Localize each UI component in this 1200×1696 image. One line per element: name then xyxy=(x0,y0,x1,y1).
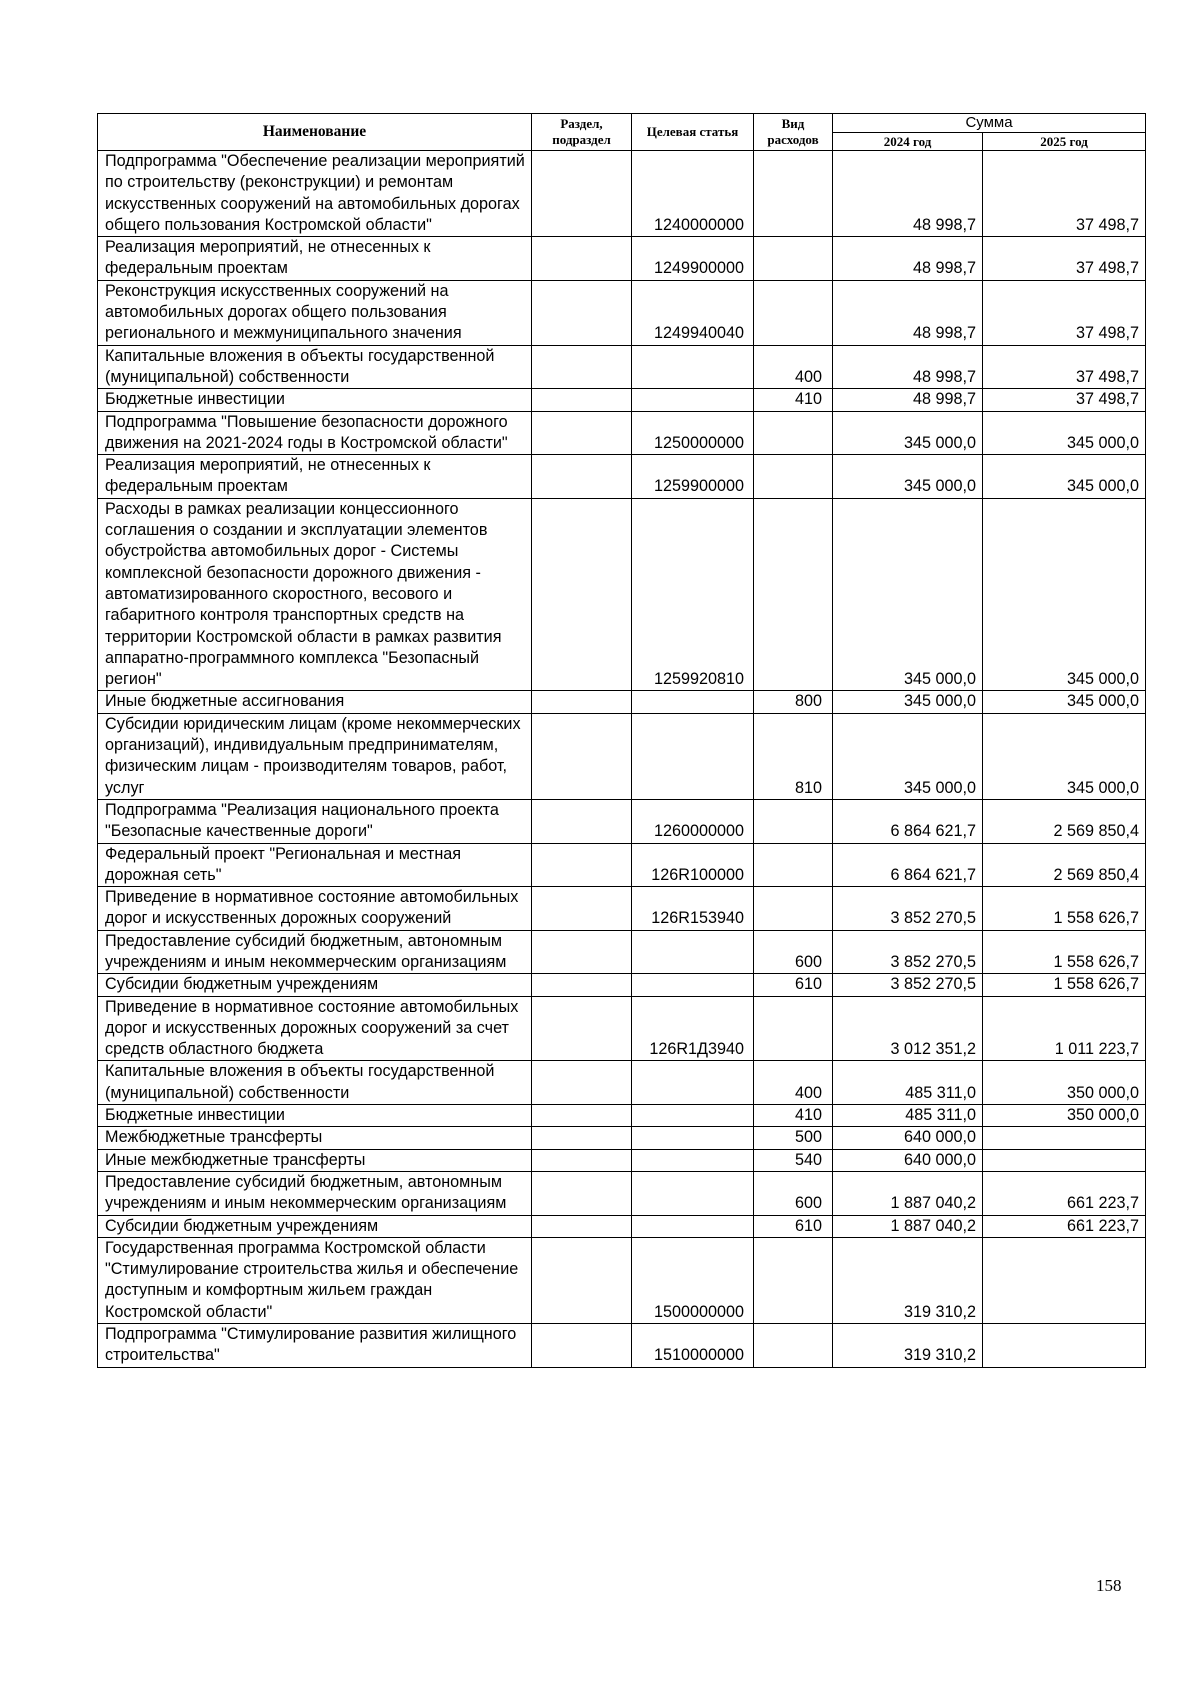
cell-name: Межбюджетные трансферты xyxy=(98,1127,532,1149)
cell-razdel xyxy=(532,280,632,345)
table-row xyxy=(98,930,1146,974)
cell-sum-2024: 640 000,0 xyxy=(833,1127,983,1149)
cell-celevaya xyxy=(632,691,754,713)
cell-razdel xyxy=(532,799,632,843)
cell-name: Реализация мероприятий, не отнесенных к федеральным проектам xyxy=(98,455,532,499)
cell-razdel xyxy=(532,974,632,996)
cell-sum-2024: 3 852 270,5 xyxy=(833,930,983,974)
cell-name: Бюджетные инвестиции xyxy=(98,389,532,411)
cell-sum-2025: 350 000,0 xyxy=(983,1105,1146,1127)
cell-sum-2025 xyxy=(983,1127,1146,1149)
table-row xyxy=(98,498,1146,691)
cell-celevaya xyxy=(632,974,754,996)
header-summa: Сумма xyxy=(833,114,1146,133)
cell-razdel xyxy=(532,345,632,389)
table-row xyxy=(98,974,1146,996)
cell-sum-2024: 6 864 621,7 xyxy=(833,843,983,887)
cell-vid xyxy=(754,411,833,455)
cell-name: Предоставление субсидий бюджетным, автономным учреждениям и иным некоммерческим организациям xyxy=(98,1171,532,1215)
cell-celevaya xyxy=(632,1215,754,1237)
table-row xyxy=(98,843,1146,887)
cell-name: Подпрограмма "Стимулирование развития жилищного строительства" xyxy=(98,1324,532,1368)
header-name: Наименование xyxy=(98,114,532,151)
cell-name: Реконструкция искусственных сооружений на автомобильных дорогах общего пользования регионального и межмуниципального значения xyxy=(98,280,532,345)
cell-sum-2025: 37 498,7 xyxy=(983,237,1146,281)
cell-celevaya: 1259920810 xyxy=(632,498,754,691)
table-row xyxy=(98,887,1146,931)
cell-vid xyxy=(754,996,833,1061)
cell-sum-2025: 345 000,0 xyxy=(983,691,1146,713)
cell-vid: 400 xyxy=(754,345,833,389)
cell-razdel xyxy=(532,1171,632,1215)
cell-name: Субсидии бюджетным учреждениям xyxy=(98,1215,532,1237)
cell-sum-2025: 350 000,0 xyxy=(983,1061,1146,1105)
table-row xyxy=(98,237,1146,281)
cell-sum-2025: 345 000,0 xyxy=(983,455,1146,499)
table-row xyxy=(98,151,1146,237)
cell-celevaya: 1500000000 xyxy=(632,1237,754,1323)
cell-name: Иные межбюджетные трансферты xyxy=(98,1149,532,1171)
cell-celevaya xyxy=(632,713,754,799)
cell-celevaya: 1249900000 xyxy=(632,237,754,281)
cell-sum-2024: 485 311,0 xyxy=(833,1105,983,1127)
cell-razdel xyxy=(532,1061,632,1105)
header-celevaya: Целевая статья xyxy=(632,114,754,151)
budget-table xyxy=(97,113,1146,1368)
cell-sum-2024: 3 852 270,5 xyxy=(833,974,983,996)
cell-vid xyxy=(754,799,833,843)
cell-sum-2024: 3 012 351,2 xyxy=(833,996,983,1061)
cell-celevaya xyxy=(632,1149,754,1171)
cell-sum-2024: 1 887 040,2 xyxy=(833,1215,983,1237)
cell-razdel xyxy=(532,996,632,1061)
cell-vid: 410 xyxy=(754,389,833,411)
cell-sum-2024: 3 852 270,5 xyxy=(833,887,983,931)
cell-celevaya xyxy=(632,1127,754,1149)
header-vid: Вид расходов xyxy=(754,114,833,151)
cell-vid: 610 xyxy=(754,1215,833,1237)
cell-name: Приведение в нормативное состояние автомобильных дорог и искусственных дорожных сооружений xyxy=(98,887,532,931)
cell-name: Бюджетные инвестиции xyxy=(98,1105,532,1127)
cell-vid xyxy=(754,151,833,237)
table-row xyxy=(98,1237,1146,1323)
table-row xyxy=(98,1127,1146,1149)
cell-name: Субсидии юридическим лицам (кроме некоммерческих организаций), индивидуальным предпринимателям, физическим лицам - производителям товаров, работ, услуг xyxy=(98,713,532,799)
table-row xyxy=(98,389,1146,411)
cell-vid xyxy=(754,843,833,887)
table-row xyxy=(98,713,1146,799)
cell-vid: 600 xyxy=(754,930,833,974)
cell-celevaya: 1259900000 xyxy=(632,455,754,499)
cell-razdel xyxy=(532,691,632,713)
cell-celevaya: 1510000000 xyxy=(632,1324,754,1368)
table-body xyxy=(98,151,1146,1368)
cell-razdel xyxy=(532,1324,632,1368)
table-row xyxy=(98,280,1146,345)
cell-name: Подпрограмма "Обеспечение реализации мероприятий по строительству (реконструкции) и ремонтам искусственных сооружений на автомобильных дорогах общего пользования Костромской области" xyxy=(98,151,532,237)
page-number: 158 xyxy=(1096,1576,1122,1595)
table-row xyxy=(98,1215,1146,1237)
cell-name: Капитальные вложения в объекты государственной (муниципальной) собственности xyxy=(98,345,532,389)
cell-name: Подпрограмма "Реализация национального проекта "Безопасные качественные дороги" xyxy=(98,799,532,843)
cell-celevaya: 126R100000 xyxy=(632,843,754,887)
cell-sum-2025: 345 000,0 xyxy=(983,713,1146,799)
cell-razdel xyxy=(532,1149,632,1171)
cell-vid xyxy=(754,455,833,499)
cell-razdel xyxy=(532,1237,632,1323)
cell-name: Капитальные вложения в объекты государственной (муниципальной) собственности xyxy=(98,1061,532,1105)
cell-vid: 810 xyxy=(754,713,833,799)
cell-vid: 410 xyxy=(754,1105,833,1127)
cell-sum-2025: 1 558 626,7 xyxy=(983,887,1146,931)
cell-celevaya xyxy=(632,1105,754,1127)
cell-vid xyxy=(754,887,833,931)
cell-sum-2025: 37 498,7 xyxy=(983,151,1146,237)
header-razdel: Раздел, подраздел xyxy=(532,114,632,151)
cell-name: Расходы в рамках реализации концессионного соглашения о создании и эксплуатации элементов обустройства автомобильных дорог - Системы комплексной безопасности дорожного движения - автоматизированного скоростного, весового и габаритного контроля транспортных средств на территории Костромской области в рамках развития аппаратно-программного комплекса "Безопасный регион" xyxy=(98,498,532,691)
cell-sum-2025: 1 558 626,7 xyxy=(983,974,1146,996)
table-row xyxy=(98,799,1146,843)
cell-sum-2025: 345 000,0 xyxy=(983,411,1146,455)
table-row xyxy=(98,1324,1146,1368)
cell-vid: 800 xyxy=(754,691,833,713)
table-row xyxy=(98,1171,1146,1215)
cell-sum-2024: 48 998,7 xyxy=(833,389,983,411)
header-year-2024: 2024 год xyxy=(833,133,983,151)
cell-vid: 610 xyxy=(754,974,833,996)
cell-celevaya: 1240000000 xyxy=(632,151,754,237)
cell-razdel xyxy=(532,713,632,799)
cell-vid: 600 xyxy=(754,1171,833,1215)
cell-razdel xyxy=(532,151,632,237)
cell-sum-2025: 1 558 626,7 xyxy=(983,930,1146,974)
table-row xyxy=(98,455,1146,499)
cell-razdel xyxy=(532,455,632,499)
cell-vid: 400 xyxy=(754,1061,833,1105)
cell-sum-2024: 345 000,0 xyxy=(833,411,983,455)
cell-name: Предоставление субсидий бюджетным, автономным учреждениям и иным некоммерческим организациям xyxy=(98,930,532,974)
cell-sum-2024: 345 000,0 xyxy=(833,498,983,691)
cell-sum-2025: 1 011 223,7 xyxy=(983,996,1146,1061)
cell-celevaya: 1250000000 xyxy=(632,411,754,455)
cell-celevaya: 1260000000 xyxy=(632,799,754,843)
cell-sum-2024: 48 998,7 xyxy=(833,151,983,237)
cell-razdel xyxy=(532,930,632,974)
cell-celevaya xyxy=(632,930,754,974)
cell-vid: 500 xyxy=(754,1127,833,1149)
cell-sum-2024: 485 311,0 xyxy=(833,1061,983,1105)
table-row xyxy=(98,1149,1146,1171)
cell-razdel xyxy=(532,1215,632,1237)
cell-vid: 540 xyxy=(754,1149,833,1171)
cell-sum-2025 xyxy=(983,1324,1146,1368)
cell-sum-2024: 6 864 621,7 xyxy=(833,799,983,843)
cell-name: Приведение в нормативное состояние автомобильных дорог и искусственных дорожных сооружений за счет средств областного бюджета xyxy=(98,996,532,1061)
cell-sum-2024: 48 998,7 xyxy=(833,280,983,345)
cell-name: Федеральный проект "Региональная и местная дорожная сеть" xyxy=(98,843,532,887)
cell-name: Реализация мероприятий, не отнесенных к федеральным проектам xyxy=(98,237,532,281)
cell-sum-2024: 319 310,2 xyxy=(833,1237,983,1323)
cell-name: Государственная программа Костромской области "Стимулирование строительства жилья и обеспечение доступным и комфортным жильем граждан Костромской области" xyxy=(98,1237,532,1323)
cell-sum-2024: 48 998,7 xyxy=(833,237,983,281)
cell-sum-2024: 1 887 040,2 xyxy=(833,1171,983,1215)
cell-razdel xyxy=(532,237,632,281)
cell-celevaya xyxy=(632,389,754,411)
cell-sum-2025 xyxy=(983,1237,1146,1323)
cell-celevaya: 1249940040 xyxy=(632,280,754,345)
cell-sum-2025 xyxy=(983,1149,1146,1171)
cell-razdel xyxy=(532,411,632,455)
header-year-2025: 2025 год xyxy=(983,133,1146,151)
cell-sum-2024: 345 000,0 xyxy=(833,713,983,799)
table-row xyxy=(98,411,1146,455)
cell-razdel xyxy=(532,887,632,931)
cell-sum-2024: 48 998,7 xyxy=(833,345,983,389)
cell-razdel xyxy=(532,1105,632,1127)
cell-sum-2025: 37 498,7 xyxy=(983,389,1146,411)
table-row xyxy=(98,345,1146,389)
table-row xyxy=(98,691,1146,713)
cell-sum-2024: 345 000,0 xyxy=(833,455,983,499)
cell-celevaya xyxy=(632,345,754,389)
cell-sum-2025: 37 498,7 xyxy=(983,280,1146,345)
cell-vid xyxy=(754,280,833,345)
cell-sum-2024: 345 000,0 xyxy=(833,691,983,713)
cell-vid xyxy=(754,237,833,281)
table-row xyxy=(98,1061,1146,1105)
cell-celevaya: 126R153940 xyxy=(632,887,754,931)
cell-razdel xyxy=(532,843,632,887)
cell-sum-2025: 2 569 850,4 xyxy=(983,799,1146,843)
cell-celevaya: 126R1Д3940 xyxy=(632,996,754,1061)
cell-sum-2024: 640 000,0 xyxy=(833,1149,983,1171)
cell-razdel xyxy=(532,389,632,411)
cell-razdel xyxy=(532,1127,632,1149)
cell-sum-2025: 345 000,0 xyxy=(983,498,1146,691)
cell-sum-2024: 319 310,2 xyxy=(833,1324,983,1368)
cell-vid xyxy=(754,1237,833,1323)
cell-name: Субсидии бюджетным учреждениям xyxy=(98,974,532,996)
cell-vid xyxy=(754,1324,833,1368)
cell-sum-2025: 2 569 850,4 xyxy=(983,843,1146,887)
cell-celevaya xyxy=(632,1171,754,1215)
cell-name: Подпрограмма "Повышение безопасности дорожного движения на 2021-2024 годы в Костромской области" xyxy=(98,411,532,455)
table-row xyxy=(98,1105,1146,1127)
cell-name: Иные бюджетные ассигнования xyxy=(98,691,532,713)
cell-sum-2025: 37 498,7 xyxy=(983,345,1146,389)
table-row xyxy=(98,996,1146,1061)
cell-vid xyxy=(754,498,833,691)
cell-sum-2025: 661 223,7 xyxy=(983,1171,1146,1215)
cell-sum-2025: 661 223,7 xyxy=(983,1215,1146,1237)
cell-celevaya xyxy=(632,1061,754,1105)
cell-razdel xyxy=(532,498,632,691)
